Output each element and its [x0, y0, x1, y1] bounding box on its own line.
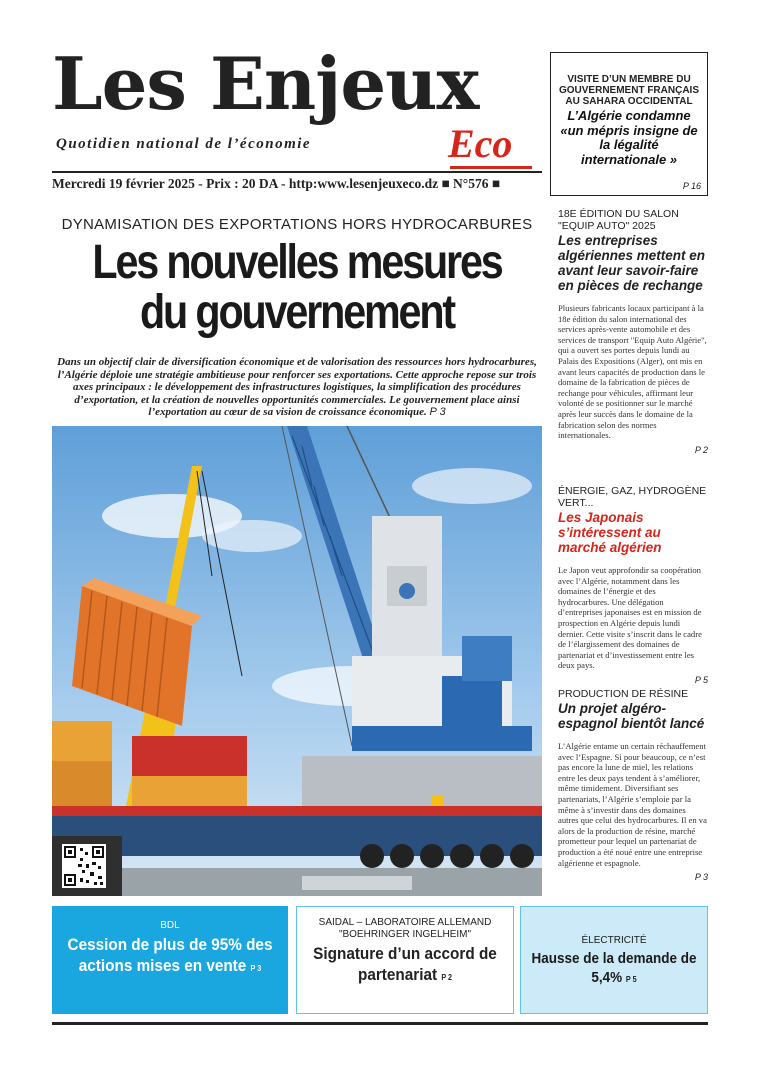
right-article-headline: Un projet algéro-espagnol bientôt lancé: [558, 701, 705, 731]
bottom-box-kicker: ÉLECTRICITÉ: [581, 935, 647, 946]
bottom-box-page-ref: P 3: [250, 964, 262, 973]
right-article-japon[interactable]: [558, 485, 708, 685]
bottom-box-electricite[interactable]: [520, 906, 708, 1014]
teaser-page-ref: P 16: [682, 181, 701, 191]
main-headline[interactable]: Les nouvelles mesures du gouvernement: [92, 236, 502, 339]
bottom-box-headline-text: Cession de plus de 95% des actions mises en vente: [67, 935, 273, 975]
bottom-box-page-ref: P 2: [441, 973, 453, 982]
bottom-rule: [52, 1022, 708, 1025]
right-article-page-ref: P 3: [694, 872, 708, 883]
bottom-box-saidal[interactable]: [296, 906, 514, 1014]
right-article-page-ref: P 2: [694, 444, 708, 455]
main-kicker: DYNAMISATION DES EXPORTATIONS HORS HYDROCARBURES: [61, 216, 533, 233]
bottom-box-headline: [308, 943, 502, 988]
right-article-equip-auto[interactable]: [558, 208, 708, 455]
qr-code-icon: [52, 836, 122, 896]
eco-underline: [450, 166, 532, 169]
right-article-headline: Les Japonais s’intéressent au marché algérien: [558, 510, 662, 555]
bottom-box-bdl[interactable]: [52, 906, 288, 1014]
right-article-resine[interactable]: [558, 688, 708, 882]
port-crane-illustration: [52, 426, 542, 896]
masthead-eco-logo: Eco: [448, 121, 513, 166]
bottom-box-kicker: SAIDAL – LABORATOIRE ALLEMAND "BOEHRINGER INGELHEIM": [318, 917, 492, 940]
bottom-box-headline: [64, 934, 276, 979]
right-article-kicker: ÉNERGIE, GAZ, HYDROGÈNE VERT...: [558, 485, 707, 509]
main-lead-text: Dans un objectif clair de diversification économique et de valorisation des ressources hors hydrocarbures, l’Algérie déploie une stratégie ambitieuse pour renforcer ses exportations. Cette approche repose sur trois axes principaux : le développement des infrastructures logistiques, la simplification des procédures d’exportation, et la création de nouvelles opportunités commerciales. Le gouvernement place ainsi l’exportation au cœur de sa vision de croissance économique.: [57, 356, 537, 418]
right-article-headline: Les entreprises algériennes mettent en avant leur savoir-faire en pièces de rechange: [558, 233, 706, 293]
teaser-headline: L’Algérie condamne «un mépris insigne de la légalité internationale »: [560, 108, 698, 167]
bottom-box-headline: [530, 949, 697, 989]
right-article-body: Le Japon veut approfondir sa coopération avec l’Algérie, notamment dans les domaines de l’énergie et des hydrocarbures. Une délégation d’entreprises japonaises est en mission de prospection en Algérie depuis lundi dernier. Cette visite s’inscrit dans le cadre de l’élargissement des domaines de partenariat et d’investissement entre les deux pays.: [558, 565, 702, 671]
masthead-subtitle: Quotidien national de l’économie: [56, 136, 312, 152]
teaser-kicker: VISITE D’UN MEMBRE DU GOUVERNEMENT FRANÇAIS AU SAHARA OCCIDENTAL: [558, 74, 699, 107]
masthead-rule: [52, 171, 542, 173]
bottom-box-headline-text: Signature d’un accord de partenariat: [313, 944, 497, 984]
qr-code[interactable]: [52, 836, 122, 896]
main-lead: [52, 356, 542, 419]
main-lead-page-ref: P 3: [429, 406, 446, 418]
teaser-box[interactable]: [550, 52, 708, 196]
right-article-kicker: 18E ÉDITION DU SALON "EQUIP AUTO" 2025: [558, 208, 679, 232]
right-article-page-ref: P 5: [694, 674, 708, 685]
dateline: Mercredi 19 février 2025 - Prix : 20 DA - http:www.lesenjeuxeco.dz ■ N°576 ■: [52, 176, 500, 191]
bottom-box-headline-text: Hausse de la demande de 5,4%: [531, 950, 697, 986]
masthead-title: Les Enjeux: [52, 41, 479, 126]
right-article-kicker: PRODUCTION DE RÉSINE: [558, 688, 689, 700]
main-photo: [52, 426, 542, 896]
bottom-box-kicker: BDL: [160, 920, 180, 931]
bottom-box-page-ref: P 5: [625, 975, 637, 984]
right-article-body: Plusieurs fabricants locaux participant à la 18e édition du salon international des services après-vente automobile et des services de transport "Equip Auto Algérie", qui a ouvert ses portes depuis lundi au Palais des Expositions (Alger), ont mis en avant leurs capacités de production dans le domaine de la fabrication de pièces de rechange pour véhicules, affirmant leur volonté de se positionner sur le marché après leur succès dans le domaine de la fabrication selon des normes internationales.: [558, 303, 707, 441]
right-article-body: L’Algérie entame un certain réchauffement avec l’Espagne. Si pour beaucoup, ce n’est pas encore la lune de miel, les relations entre les deux pays tendent à s’améliorer, même timidement. Diversifiant ses partenariats, l’Algérie s’emploie par la même à s’investir dans des domaines autres que celui des hydrocarbures. Il en va alors de la production de résine, marché prometteur pour lequel un partenariat de production a été noué entre une entreprise algérienne et espagnole.: [558, 741, 707, 868]
